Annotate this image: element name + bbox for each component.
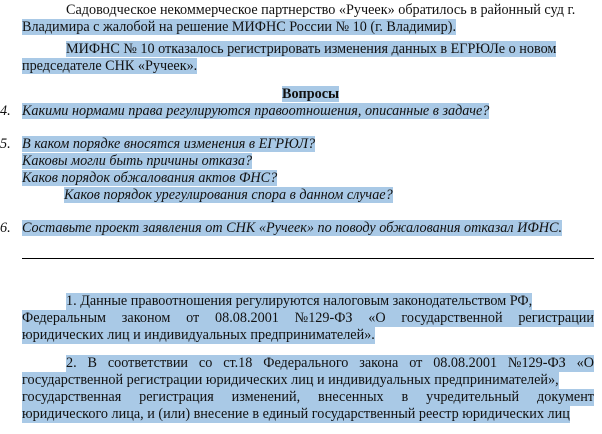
question-6-marker: 6. bbox=[0, 220, 11, 236]
questions-heading bbox=[282, 86, 339, 103]
answer-2-line-1 bbox=[66, 355, 594, 372]
answer-1-text-3: юридических лиц и индивидуальных предпринимателей». bbox=[22, 327, 375, 343]
justified-word: закона bbox=[359, 355, 399, 371]
justified-word: №129-ФЗ bbox=[294, 310, 353, 326]
justified-word: государственной bbox=[401, 310, 503, 326]
answer-2-line-4 bbox=[22, 406, 570, 423]
intro-text-4: председателе СНК «Ручеек». bbox=[22, 58, 198, 74]
question-6-text: Составьте проект заявления от СНК «Ручеек» по поводу обжалования отказал ИФНС. bbox=[22, 220, 563, 236]
justified-word: В bbox=[87, 355, 97, 371]
question-5-marker: 5. bbox=[0, 136, 11, 152]
intro-text-1: Садоводческое некоммерческое партнерство «Ручеек» обратилось в районный суд г. bbox=[66, 2, 576, 18]
intro-line-1 bbox=[66, 2, 575, 19]
intro-line-4 bbox=[22, 58, 197, 75]
question-5c-text: Каков порядок обжалования актов ФНС? bbox=[22, 170, 278, 186]
question-4-marker: 4. bbox=[0, 103, 11, 119]
intro-line-3 bbox=[66, 41, 556, 58]
answer-2-line-3 bbox=[22, 389, 594, 406]
answer-2-text-4: юридического лица, и (или) внесение в единый государственный реестр юридических лиц bbox=[22, 406, 570, 422]
justified-word: соответствии bbox=[107, 355, 189, 371]
justified-word: ст.18 bbox=[223, 355, 253, 371]
intro-text-3: МИФНС № 10 отказалось регистрировать изменения данных в ЕГРЮЛе о новом bbox=[66, 41, 557, 57]
justified-word: изменений, bbox=[231, 389, 301, 405]
justified-word: от bbox=[409, 355, 423, 371]
question-6 bbox=[22, 220, 562, 237]
justified-word: «О bbox=[576, 355, 594, 371]
justified-word: «О bbox=[368, 310, 386, 326]
justified-word: регистрация bbox=[139, 389, 214, 405]
question-5d bbox=[64, 187, 393, 204]
questions-heading-text: Вопросы bbox=[282, 86, 340, 102]
answer-1-line-2 bbox=[22, 310, 594, 327]
justified-word: от bbox=[186, 310, 200, 326]
justified-word: Федерального bbox=[263, 355, 349, 371]
justified-word: в bbox=[401, 389, 409, 405]
justified-word: документ bbox=[537, 389, 594, 405]
justified-word: со bbox=[198, 355, 213, 371]
answer-2-line-2 bbox=[22, 372, 559, 389]
section-divider bbox=[22, 258, 594, 259]
intro-line-2 bbox=[22, 19, 456, 36]
question-5c bbox=[22, 170, 277, 187]
justified-word: учредительный bbox=[426, 389, 520, 405]
justified-word: законом bbox=[121, 310, 171, 326]
justified-word: 08.08.2001 bbox=[215, 310, 279, 326]
question-5b bbox=[22, 153, 252, 170]
question-4-text: Какими нормами права регулируются правоотношения, описанные в задаче? bbox=[22, 103, 490, 119]
answer-1-text-1: 1. Данные правоотношения регулируются налоговым законодательством РФ, bbox=[66, 293, 533, 309]
intro-text-2: Владимира с жалобой на решение МИФНС России № 10 (г. Владимир). bbox=[22, 19, 457, 35]
question-4 bbox=[22, 103, 489, 120]
answer-1-line-1 bbox=[66, 293, 532, 310]
justified-word: 08.08.2001 bbox=[433, 355, 498, 371]
answer-2-text-2: государственной регистрации юридических лиц и индивидуальных предпринимателей», bbox=[22, 372, 559, 388]
question-5a bbox=[22, 136, 315, 153]
question-5d-text: Каков порядок урегулирования спора в данном случае? bbox=[64, 187, 393, 203]
justified-word: внесенных bbox=[318, 389, 384, 405]
justified-word: государственная bbox=[22, 389, 122, 405]
justified-word: регистрации bbox=[518, 310, 594, 326]
question-5b-text: Каковы могли быть причины отказа? bbox=[22, 153, 253, 169]
answer-1-line-3 bbox=[22, 327, 375, 344]
justified-word: №129-ФЗ bbox=[507, 355, 566, 371]
justified-word: Федеральным bbox=[22, 310, 107, 326]
justified-word: 2. bbox=[66, 355, 77, 371]
question-5a-text: В каком порядке вносятся изменения в ЕГРЮЛ? bbox=[22, 136, 316, 152]
